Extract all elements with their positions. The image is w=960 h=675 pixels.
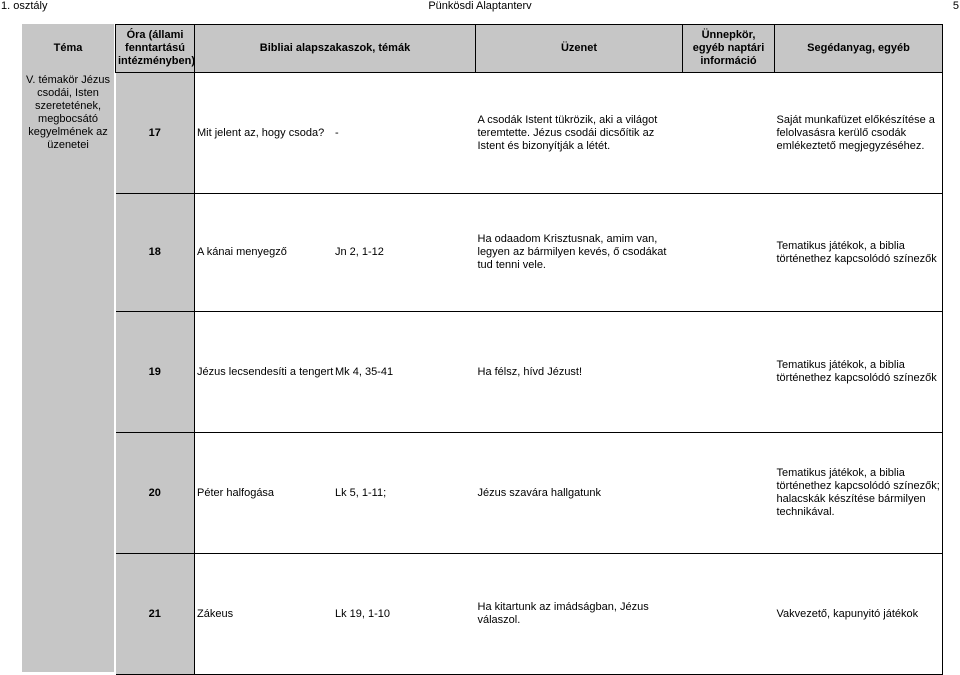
header-topics: Bibliai alapszakaszok, témák — [195, 25, 476, 73]
bible-passage: Mk 4, 35-41 — [335, 365, 394, 378]
material-cell: Vakvezető, kapunyitó játékok — [775, 554, 943, 675]
material-cell: Saját munkafüzet előkészítése a felolvasásra kerülő csodák emlékeztető megjegyzéséhez. — [775, 73, 943, 194]
topic-cell — [195, 554, 476, 675]
message-cell: Ha odaadom Krisztusnak, amim van, legyen az bármilyen kevés, ő csodákat tud tenni vele. — [476, 194, 683, 312]
holiday-cell — [683, 194, 775, 312]
holiday-cell — [683, 73, 775, 194]
theme-header: Téma — [53, 42, 83, 54]
message-cell: A csodák Istent tükrözik, aki a világot teremtette. Jézus csodái dicsőítik az Istent és bizonyítják a létét. — [476, 73, 683, 194]
holiday-cell — [683, 554, 775, 675]
material-cell: Tematikus játékok, a biblia történethez kapcsolódó színezők — [775, 312, 943, 433]
table-row — [116, 194, 943, 312]
hour-number: 19 — [116, 312, 195, 433]
message-cell: Ha kitartunk az imádságban, Jézus válaszol. — [476, 554, 683, 675]
topic-title: Péter halfogása — [197, 486, 275, 499]
hour-number: 17 — [116, 73, 195, 194]
holiday-cell — [683, 312, 775, 433]
header-message: Üzenet — [476, 25, 683, 73]
holiday-cell — [683, 433, 775, 554]
table-row — [116, 433, 943, 554]
page-number: 5 — [952, 0, 959, 12]
table-row — [116, 554, 943, 675]
theme-column — [22, 24, 114, 672]
page-header — [0, 0, 960, 14]
hour-number: 18 — [116, 194, 195, 312]
topic-title: Zákeus — [197, 607, 234, 620]
table-header-row — [116, 25, 943, 73]
topic-title: A kánai menyegző — [197, 246, 287, 258]
grade-label: 1. osztály — [1, 0, 48, 12]
topic-title: Jézus lecsendesíti a tengert — [197, 365, 334, 378]
header-holidays: Ünnepkör, egyéb naptári információ — [683, 25, 775, 73]
topic-title: Mit jelent az, hogy csoda? — [197, 126, 325, 139]
material-cell: Tematikus játékok, a biblia történethez kapcsolódó színezők — [775, 194, 943, 312]
topic-cell — [195, 194, 476, 312]
hour-number: 21 — [116, 554, 195, 675]
material-cell: Tematikus játékok, a biblia történethez kapcsolódó színezők; halacskák készítése bármilyen technikával. — [775, 433, 943, 554]
table-row — [116, 312, 943, 433]
theme-text: V. témakör Jézus csodái, Isten szeretetének, megbocsátó kegyelmének az üzenetei — [26, 74, 110, 151]
bible-passage: Lk 5, 1-11; — [335, 486, 387, 499]
message-cell: Jézus szavára hallgatunk — [476, 433, 683, 554]
header-hour: Óra (állami fenntartású intézményben) — [116, 25, 195, 73]
topic-cell — [195, 73, 476, 194]
header-materials: Segédanyag, egyéb — [775, 25, 943, 73]
bible-passage: - — [335, 126, 339, 139]
table-row — [116, 73, 943, 194]
hour-number: 20 — [116, 433, 195, 554]
bible-passage: Jn 2, 1-12 — [335, 246, 384, 258]
topic-cell — [195, 433, 476, 554]
message-cell: Ha félsz, hívd Jézust! — [476, 312, 683, 433]
lesson-plan-table — [115, 24, 943, 675]
topic-cell — [195, 312, 476, 433]
bible-passage: Lk 19, 1-10 — [335, 607, 391, 620]
curriculum-title: Pünkösdi Alaptanterv — [428, 0, 532, 12]
